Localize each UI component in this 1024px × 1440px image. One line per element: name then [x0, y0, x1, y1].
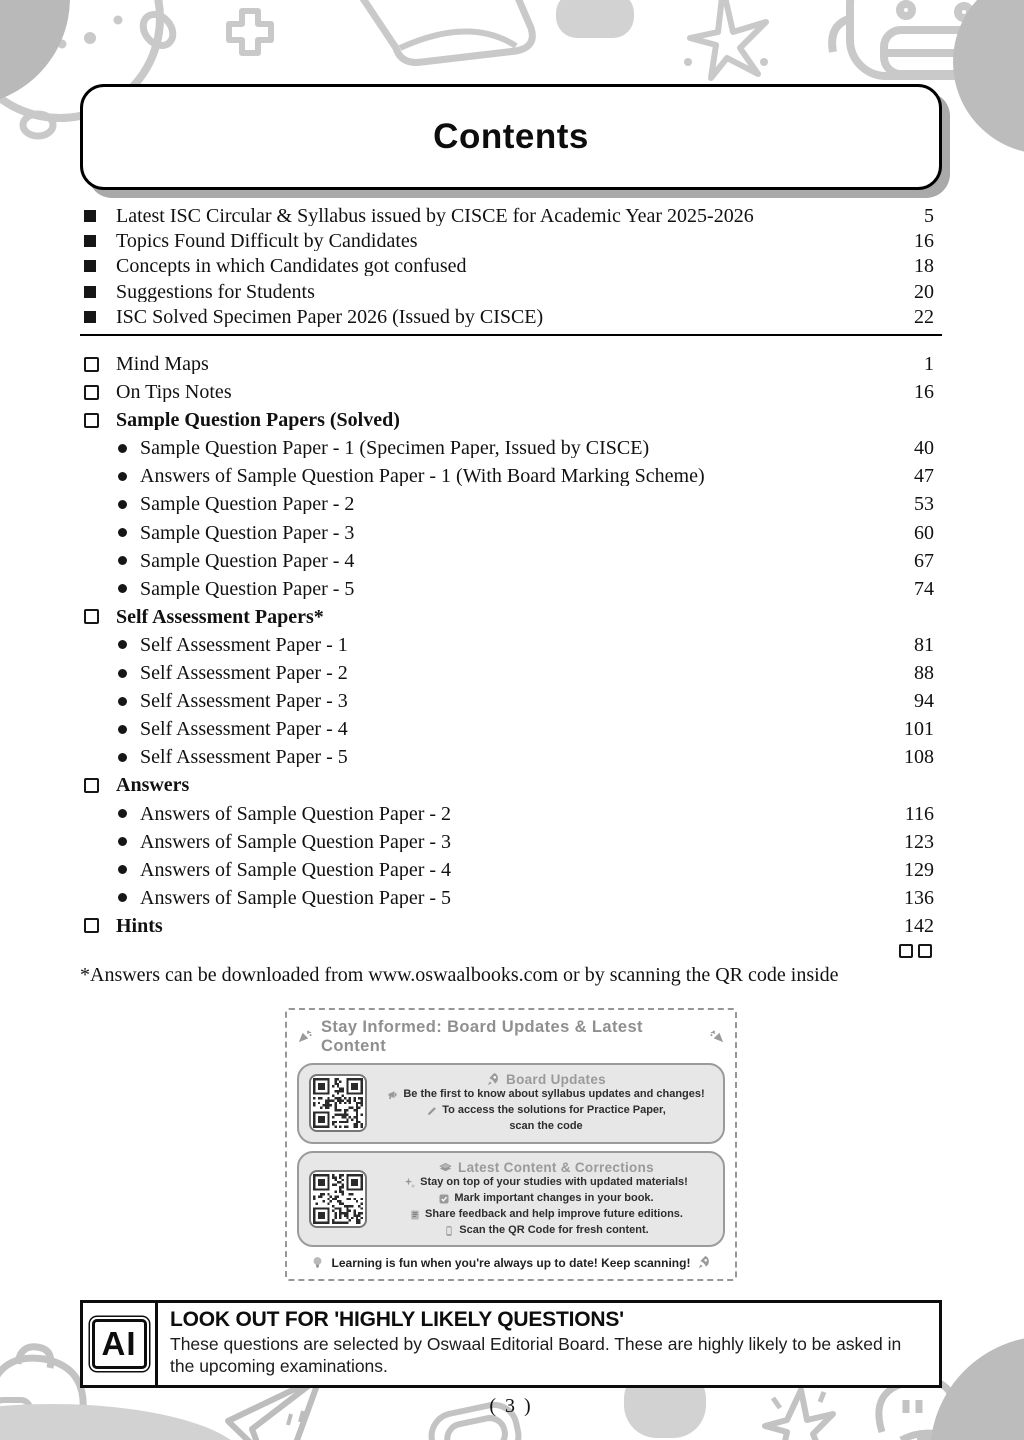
front-matter-row [80, 254, 942, 279]
toc-list [80, 350, 942, 940]
toc-row [80, 547, 942, 575]
ai-box-body: These questions are selected by Oswaal Editorial Board. These are highly likely to be asked in the upcoming examinations. [170, 1334, 902, 1377]
hollow-square-bullet [84, 778, 99, 793]
sparkles-icon [404, 1177, 416, 1189]
toc-item-label: Hints [116, 915, 163, 936]
toc-item-label: Topics Found Difficult by Candidates [116, 231, 418, 252]
toc-item-label: Answers of Sample Question Paper - 3 [140, 831, 452, 852]
info-card-line [379, 1087, 713, 1103]
info-card-line [379, 1207, 713, 1223]
toc-row [80, 490, 942, 518]
toc-item-page: 81 [914, 633, 934, 656]
toc-row [80, 828, 942, 856]
info-cards [297, 1063, 725, 1248]
toc-item-page: 22 [914, 306, 934, 329]
front-matter-row [80, 203, 942, 228]
front-matter-row [80, 305, 942, 330]
toc-item-label: Answers of Sample Question Paper - 2 [140, 803, 452, 824]
toc-row [80, 799, 942, 827]
ai-box-title: LOOK OUT FOR 'HIGHLY LIKELY QUESTIONS' [170, 1308, 624, 1332]
ai-logo-cell [83, 1303, 158, 1385]
toc-item-page: 108 [904, 746, 934, 769]
ai-logo: AI [92, 1319, 147, 1369]
toc-row [80, 631, 942, 659]
toc-item-label: Sample Question Paper - 5 [140, 578, 355, 599]
phone-icon [443, 1225, 455, 1237]
end-mark-square [899, 944, 913, 958]
info-card-title-text: Latest Content & Corrections [458, 1159, 654, 1175]
toc-item-label: Self Assessment Paper - 2 [140, 663, 348, 684]
info-box-footer [297, 1255, 725, 1270]
toc-item-page: 53 [914, 493, 934, 516]
toc-row [80, 715, 942, 743]
toc-item-label: Sample Question Paper - 3 [140, 522, 355, 543]
books-icon [438, 1160, 453, 1175]
toc-item-label: On Tips Notes [116, 382, 232, 403]
info-card-line-text: Mark important changes in your book. [454, 1191, 654, 1204]
toc-item-label: Sample Question Paper - 2 [140, 494, 355, 515]
toc-item-page: 20 [914, 280, 934, 303]
toc-item-page: 5 [924, 204, 934, 227]
toc-item-label: Concepts in which Candidates got confused [116, 256, 467, 277]
toc-item-label: Self Assessment Paper - 1 [140, 634, 348, 655]
info-card-title [379, 1160, 713, 1175]
toc-item-page: 1 [924, 353, 934, 375]
megaphone-icon [387, 1089, 399, 1101]
party-popper-icon [297, 1029, 312, 1044]
dot-bullet [118, 753, 127, 762]
dot-bullet [118, 809, 127, 818]
toc-item-page: 136 [904, 886, 934, 909]
hollow-square-bullet [84, 918, 99, 933]
front-matter-row [80, 279, 942, 304]
toc-item-label: Suggestions for Students [116, 281, 315, 302]
memo-icon [409, 1209, 421, 1221]
toc-item-page: 101 [904, 718, 934, 741]
toc-row [80, 350, 942, 378]
toc-row [80, 575, 942, 603]
dot-bullet [118, 584, 127, 593]
toc-item-label: Self Assessment Papers* [116, 606, 324, 627]
toc-item-label: ISC Solved Specimen Paper 2026 (Issued by CISCE) [116, 307, 544, 328]
info-box-title: Stay Informed: Board Updates & Latest Content [321, 1017, 643, 1055]
answers-footnote: *Answers can be downloaded from www.oswaalbooks.com or by scanning the QR code inside [80, 963, 839, 986]
toc-row [80, 406, 942, 434]
toc-row [80, 771, 942, 799]
dot-bullet [118, 472, 127, 481]
toc-row [80, 743, 942, 771]
toc-row [80, 603, 942, 631]
info-card [297, 1151, 725, 1248]
info-card-line [379, 1175, 713, 1191]
dot-bullet [118, 669, 127, 678]
contents-title-box [80, 84, 942, 190]
toc-item-page: 74 [914, 577, 934, 600]
dot-bullet [118, 837, 127, 846]
dot-bullet [118, 528, 127, 537]
toc-item-label: Answers of Sample Question Paper - 1 (With Board Marking Scheme) [140, 466, 705, 487]
toc-item-page: 40 [914, 437, 934, 460]
dot-bullet [118, 500, 127, 509]
toc-row [80, 519, 942, 547]
hollow-square-bullet [84, 357, 99, 372]
stay-informed-box [285, 1008, 737, 1282]
info-card-line-text: Be the first to know about syllabus updates and changes! [403, 1087, 705, 1100]
info-card-line-text: To access the solutions for Practice Paper, [442, 1103, 666, 1116]
square-bullet [84, 235, 96, 247]
toc-item-label: Sample Question Paper - 4 [140, 550, 355, 571]
toc-item-page: 47 [914, 465, 934, 488]
toc-item-page: 16 [914, 230, 934, 253]
info-card-line-text: Scan the QR Code for fresh content. [459, 1223, 649, 1236]
toc-item-label: Answers of Sample Question Paper - 5 [140, 887, 452, 908]
toc-row [80, 659, 942, 687]
dot-bullet [118, 725, 127, 734]
toc-item-page: 60 [914, 521, 934, 544]
pencil-icon [426, 1105, 438, 1117]
hollow-square-bullet [84, 609, 99, 624]
info-card-title-text: Board Updates [506, 1071, 606, 1087]
toc-row [80, 687, 942, 715]
toc-row [80, 434, 942, 462]
page-title: Contents [433, 117, 589, 156]
toc-item-label: Answers of Sample Question Paper - 4 [140, 859, 452, 880]
toc-item-page: 67 [914, 549, 934, 572]
info-card-line [379, 1103, 713, 1119]
lightbulb-icon [310, 1255, 325, 1270]
dot-bullet [118, 865, 127, 874]
front-matter-row [80, 228, 942, 253]
toc-item-label: Answers [116, 775, 190, 796]
info-card-line-text: scan the code [509, 1119, 583, 1132]
toc-item-label: Sample Question Paper - 1 (Specimen Paper, Issued by CISCE) [140, 438, 650, 459]
end-mark-square [918, 944, 932, 958]
toc-item-label: Self Assessment Paper - 3 [140, 691, 348, 712]
info-card [297, 1063, 725, 1144]
front-matter-list [80, 203, 942, 330]
info-card-line-text: Share feedback and help improve future editions. [425, 1207, 683, 1220]
dot-bullet [118, 893, 127, 902]
info-card-line-text: Stay on top of your studies with updated materials! [420, 1175, 688, 1188]
info-card-line [379, 1223, 713, 1239]
checkbox-icon [438, 1193, 450, 1205]
info-box-header [297, 1018, 725, 1056]
toc-row [80, 884, 942, 912]
toc-item-label: Latest ISC Circular & Syllabus issued by CISCE for Academic Year 2025-2026 [116, 205, 754, 226]
toc-item-page: 16 [914, 381, 934, 404]
party-popper-icon [710, 1029, 725, 1044]
dot-bullet [118, 697, 127, 706]
toc-item-page: 18 [914, 255, 934, 278]
square-bullet [84, 210, 96, 222]
toc-item-page: 129 [904, 858, 934, 881]
square-bullet [84, 260, 96, 272]
qr-code-icon [309, 1074, 367, 1132]
toc-item-page: 123 [904, 830, 934, 853]
toc-row [80, 912, 942, 940]
toc-row [80, 856, 942, 884]
qr-code-icon [309, 1170, 367, 1228]
info-card-title [379, 1072, 713, 1087]
square-bullet [84, 286, 96, 298]
rocket-icon [486, 1072, 501, 1087]
page-number: ( 3 ) [489, 1395, 533, 1418]
ai-box-text [158, 1303, 939, 1385]
toc-item-label: Mind Maps [116, 354, 209, 374]
info-card-line [379, 1191, 713, 1207]
info-card-line [379, 1119, 713, 1135]
toc-item-page: 88 [914, 662, 934, 685]
toc-item-label: Self Assessment Paper - 5 [140, 747, 348, 768]
highly-likely-questions-box [80, 1300, 942, 1388]
dot-bullet [118, 556, 127, 565]
toc-row [80, 462, 942, 490]
toc-row [80, 378, 942, 406]
square-bullet [84, 311, 96, 323]
dot-bullet [118, 640, 127, 649]
dot-bullet [118, 444, 127, 453]
toc-item-page: 116 [904, 802, 934, 825]
hollow-square-bullet [84, 413, 99, 428]
toc-item-label: Self Assessment Paper - 4 [140, 719, 348, 740]
rocket-icon [697, 1255, 712, 1270]
toc-item-page: 94 [914, 690, 934, 713]
toc-item-label: Sample Question Papers (Solved) [116, 410, 400, 431]
hollow-square-bullet [84, 385, 99, 400]
info-box-footer-text: Learning is fun when you're always up to date! Keep scanning! [331, 1255, 691, 1270]
section-divider [80, 334, 942, 336]
end-of-list-marks [80, 940, 942, 962]
toc-item-page: 142 [904, 914, 934, 937]
